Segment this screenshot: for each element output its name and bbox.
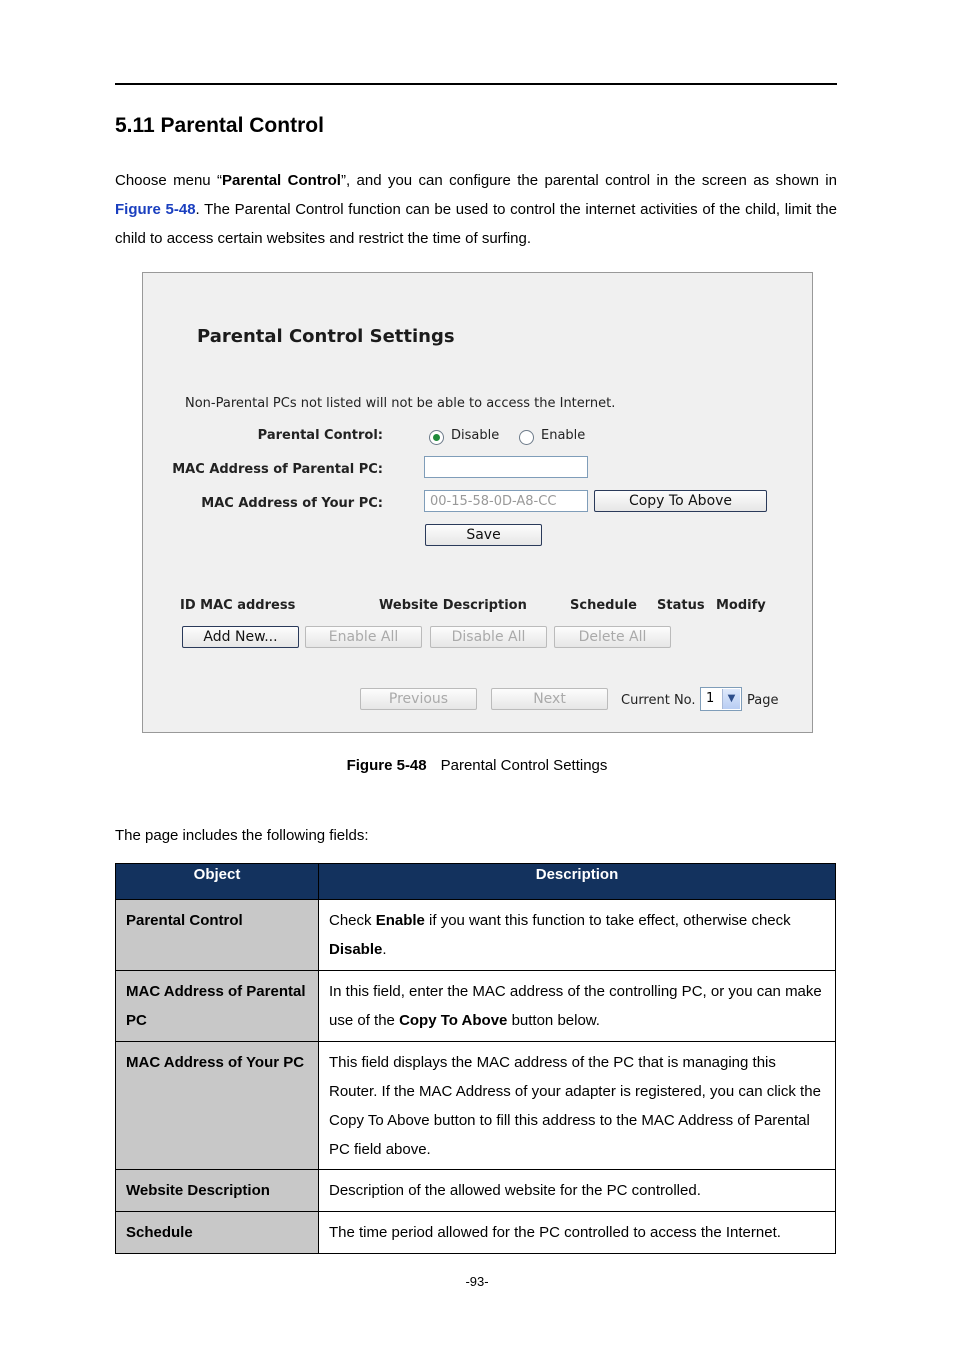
row-description: The time period allowed for the PC controlled to access the Internet. <box>319 1212 836 1254</box>
page-select-value: 1 <box>706 691 715 706</box>
desc-text: button below. <box>507 1012 600 1029</box>
table-row <box>116 1042 836 1170</box>
parental-control-screenshot <box>142 272 813 733</box>
figure-caption-text: Parental Control Settings <box>440 757 608 774</box>
enable-radio[interactable] <box>519 430 534 445</box>
page-number: -93- <box>465 1274 489 1289</box>
figure-caption <box>0 757 954 774</box>
desc-text: In this field, enter the MAC address of the controlling PC, or you can make use of the <box>329 983 822 1029</box>
table-row <box>116 971 836 1042</box>
row-object: Schedule <box>116 1212 319 1254</box>
table-row <box>116 1170 836 1212</box>
header-rule <box>115 83 837 85</box>
fields-table <box>115 863 836 1254</box>
row-description <box>319 971 836 1042</box>
row-object: Parental Control <box>116 900 319 971</box>
section-title: 5.11 Parental Control <box>115 114 324 137</box>
figure-number: Figure 5-48 <box>346 757 427 774</box>
row-description: This field displays the MAC address of the PC that is managing this Router. If the MAC Address of your adapter is registered, you can click the Copy To Above button to fill this address to the MAC Address of Parental PC field above. <box>319 1042 836 1170</box>
row-description: Description of the allowed website for the PC controlled. <box>319 1170 836 1212</box>
parental-control-label: Parental Control: <box>257 428 383 443</box>
current-no-label: Current No. <box>621 693 696 708</box>
desc-bold: Copy To Above <box>399 1012 508 1029</box>
table-row <box>116 900 836 971</box>
copy-to-above-button[interactable]: Copy To Above <box>594 490 767 512</box>
mac-parental-input[interactable] <box>424 456 588 478</box>
col-status: Status <box>657 598 705 613</box>
col-modify: Modify <box>716 598 766 613</box>
enable-label: Enable <box>541 428 586 443</box>
disable-all-button[interactable]: Disable All <box>430 626 547 648</box>
col-website-description: Website Description <box>379 598 527 613</box>
disable-label: Disable <box>451 428 500 443</box>
fields-intro: The page includes the following fields: <box>115 827 369 844</box>
next-button[interactable]: Next <box>491 688 608 710</box>
intro-text-3: . The Parental Control function can be used to control the internet activities of the child, limit the child to access certain websites and restrict the time of surfing. <box>115 201 837 247</box>
desc-text: Check <box>329 912 376 929</box>
page-label: Page <box>747 693 779 708</box>
intro-text-2: ”, and you can configure the parental control in the screen as shown in <box>340 172 837 189</box>
page-select[interactable] <box>700 687 742 711</box>
previous-button[interactable]: Previous <box>360 688 477 710</box>
desc-bold: Disable <box>329 941 383 958</box>
col-id-mac: ID MAC address <box>180 598 296 613</box>
disable-radio[interactable] <box>429 430 444 445</box>
panel-note: Non-Parental PCs not listed will not be able to access the Internet. <box>185 396 616 411</box>
row-object: Website Description <box>116 1170 319 1212</box>
col-schedule: Schedule <box>570 598 637 613</box>
header-object: Object <box>116 864 319 900</box>
intro-menu-name: Parental Control <box>222 172 341 189</box>
desc-bold: Enable <box>375 912 425 929</box>
table-header-row <box>116 864 836 900</box>
add-new-button[interactable]: Add New... <box>182 626 299 648</box>
intro-text-1: Choose menu “ <box>115 172 223 189</box>
row-description <box>319 900 836 971</box>
mac-your-label: MAC Address of Your PC: <box>201 496 383 511</box>
row-object: MAC Address of Parental PC <box>116 971 319 1042</box>
table-row <box>116 1212 836 1254</box>
enable-all-button[interactable]: Enable All <box>305 626 422 648</box>
row-object: MAC Address of Your PC <box>116 1042 319 1170</box>
intro-paragraph <box>115 166 837 253</box>
header-description: Description <box>319 864 836 900</box>
save-button[interactable]: Save <box>425 524 542 546</box>
mac-parental-label: MAC Address of Parental PC: <box>172 462 383 477</box>
delete-all-button[interactable]: Delete All <box>554 626 671 648</box>
figure-link[interactable]: Figure 5-48 <box>115 201 196 218</box>
mac-your-input: 00-15-58-0D-A8-CC <box>424 490 588 512</box>
desc-text: if you want this function to take effect, otherwise check <box>424 912 791 929</box>
desc-text: . <box>382 941 387 958</box>
panel-title: Parental Control Settings <box>197 326 455 347</box>
chevron-down-icon[interactable]: ▼ <box>722 689 740 709</box>
